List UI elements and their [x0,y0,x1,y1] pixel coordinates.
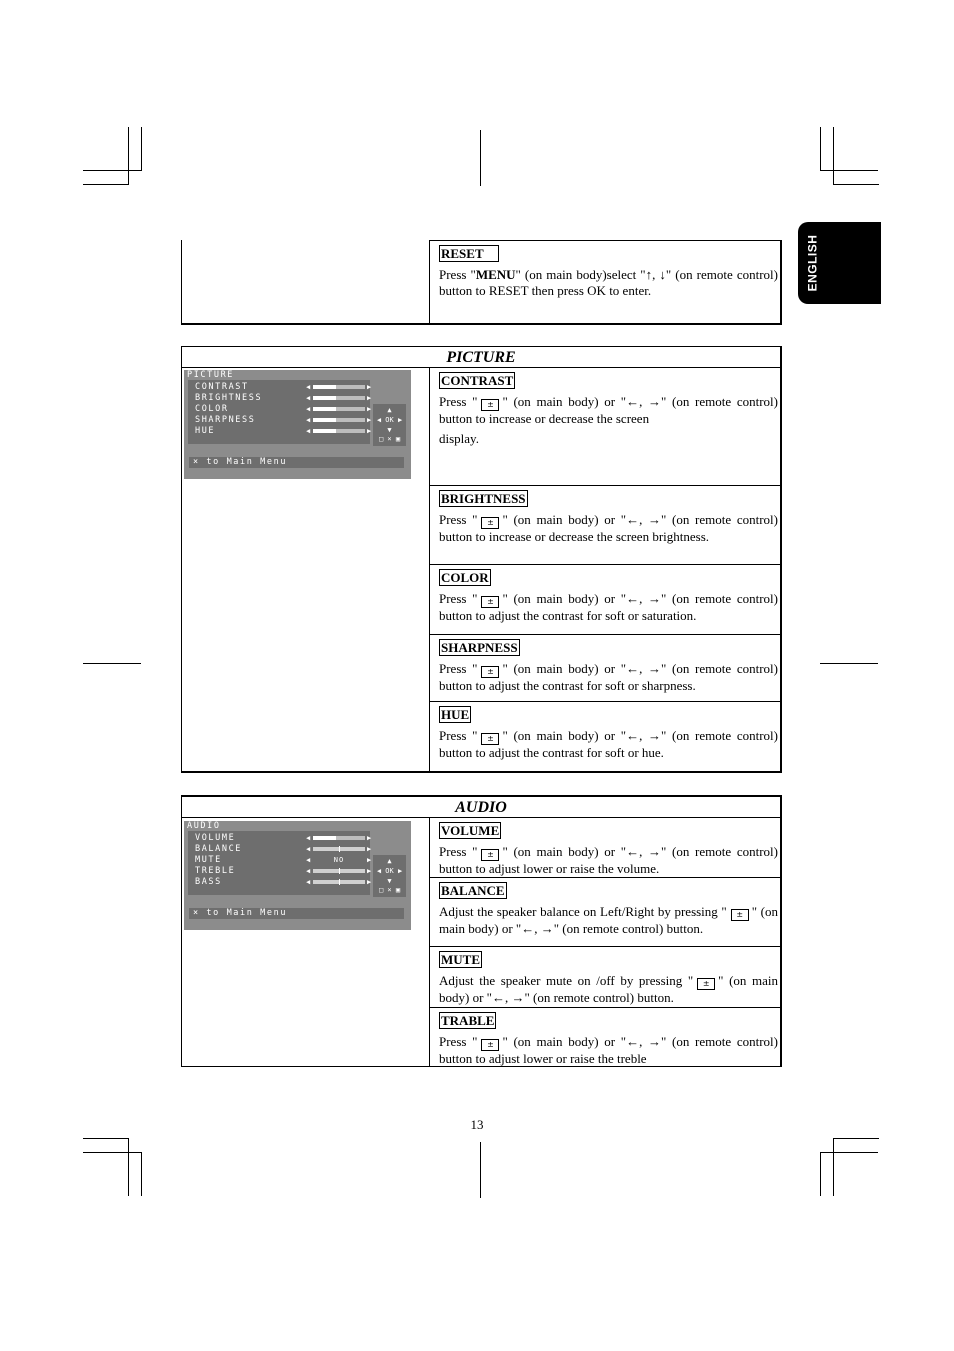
contrast-title: CONTRAST [441,373,514,388]
level-bar [313,385,365,389]
osd-row-label: TREBLE [195,866,236,876]
audio-table [181,795,782,1067]
right-arrow-icon: ▶ [367,867,372,875]
desc-post: " (on main body) or "←, →" (on remote control) button. [439,973,778,1005]
crop-mark [480,1142,481,1198]
crop-mark [83,170,141,171]
reset-cell [429,240,780,323]
right-arrow-icon: ▶ [367,856,372,864]
adjust-button-icon: ± [481,1039,499,1051]
osd-row-brightness [195,393,373,403]
osd-title: AUDIO [187,821,221,831]
right-arrow-icon: ▶ [367,845,372,853]
color-desc [439,591,778,624]
level-bar [313,418,365,422]
osd-row-volume [195,833,373,843]
left-arrow-icon: ◀ [306,416,311,424]
brightness-cell [429,485,780,564]
osd-row-balance [195,844,373,854]
down-arrow-icon: ▼ [387,877,392,885]
crop-mark [83,1152,141,1153]
desc-extra: display. [439,431,479,446]
right-arrow-icon: ▶ [397,416,403,424]
desc-post: " (on main body) or "←, →" (on remote control) button to adjust lower or raise the volume. [439,844,778,876]
color-cell [429,564,780,634]
left-arrow-icon: ◀ [376,416,382,424]
adjust-button-icon: ± [481,399,499,411]
page-number: 13 [470,1117,484,1132]
osd-row-label: BASS [195,877,222,887]
osd-row-label: BALANCE [195,844,243,854]
desc-post: " (on main body) or "←, →" (on remote control) button to increase or decrease the screen brightness. [439,512,778,544]
crop-mark [141,1152,142,1196]
osd-nav-pad [373,404,406,446]
adjust-button-icon: ± [481,596,499,608]
level-bar [313,847,365,851]
sharpness-cell [429,634,780,701]
right-arrow-icon: ▶ [397,867,403,875]
crop-mark [833,1138,834,1196]
sharpness-title: SHARPNESS [441,640,518,655]
mute-desc [439,973,778,1006]
checkbox-icon: ▣ [395,435,401,443]
crop-mark [820,1152,821,1196]
hue-desc [439,728,778,761]
level-bar [313,880,365,884]
brightness-title: BRIGHTNESS [441,491,526,506]
right-arrow-icon: ▶ [367,834,372,842]
crop-mark [820,1152,878,1153]
crop-mark [128,1138,129,1196]
balance-cell [429,877,780,946]
osd-row-treble [195,866,373,876]
square-icon: □ [378,435,384,443]
crop-mark [141,127,142,171]
desc-pre: Press " [439,512,478,527]
hue-title: HUE [441,707,470,722]
adjust-button-icon: ± [481,849,499,861]
volume-title: VOLUME [441,823,500,838]
osd-row-label: SHARPNESS [195,415,256,425]
crop-mark [833,127,834,185]
osd-row-label: HUE [195,426,216,436]
crop-mark [833,1138,879,1139]
left-arrow-icon: ◀ [306,867,311,875]
desc-post: " (on main body) or "←, →" (on remote control) button to adjust the contrast for soft or hue. [439,728,778,760]
osd-title: PICTURE [187,370,235,380]
right-arrow-icon: ▶ [367,394,372,402]
checkbox-icon: ▣ [395,886,401,894]
osd-ok: OK [385,867,394,875]
adjust-button-icon: ± [731,909,749,921]
volume-desc [439,844,778,876]
left-arrow-icon: ◀ [306,845,311,853]
left-arrow-icon: ◀ [306,878,311,886]
osd-footer-label: × to Main Menu [193,457,288,467]
down-arrow-icon: ▼ [387,426,392,434]
close-icon: × [387,435,392,443]
left-arrow-icon: ◀ [306,394,311,402]
reset-desc-bold: MENU [475,267,516,282]
osd-row-mute [195,855,373,865]
up-arrow-icon: ▲ [387,857,392,865]
right-arrow-icon: ▶ [367,878,372,886]
picture-header: PICTURE [182,347,780,368]
square-icon: □ [378,886,384,894]
osd-row-color [195,404,373,414]
reset-desc-pre: Press " [439,267,476,282]
osd-row-bass [195,877,373,887]
desc-pre: Adjust the speaker balance on Left/Right by pressing " [439,904,727,919]
desc-post: " (on main body) or "←, →" (on remote control) button to increase or decrease the screen [439,394,778,426]
desc-pre: Press " [439,591,478,606]
audio-header: AUDIO [182,797,780,818]
mute-cell [429,946,780,1007]
level-bar [313,869,365,873]
osd-row-sharpness [195,415,373,425]
left-arrow-icon: ◀ [306,834,311,842]
desc-pre: Press " [439,728,478,743]
osd-mute-value: NO [333,856,345,864]
osd-row-label: CONTRAST [195,382,249,392]
color-title: COLOR [441,570,489,585]
level-bar [313,836,365,840]
mute-title: MUTE [441,952,480,967]
balance-desc [439,904,778,937]
crop-mark [83,1138,129,1139]
contrast-cell [429,368,780,485]
osd-footer-label: × to Main Menu [193,908,288,918]
osd-row-contrast [195,382,373,392]
picture-table [181,346,782,773]
osd-row-label: BRIGHTNESS [195,393,263,403]
desc-post: " (on main body) or "←, →" (on remote control) button to adjust lower or raise the treble [439,1034,778,1066]
close-icon: × [387,886,392,894]
crop-mark [83,184,129,185]
osd-footer [189,457,404,468]
picture-osd [184,370,411,479]
osd-row-label: VOLUME [195,833,236,843]
desc-pre: Press " [439,844,478,859]
treble-cell [429,1007,780,1066]
osd-panel [188,831,370,895]
audio-osd [184,821,411,930]
desc-pre: Adjust the speaker mute on /off by pressing " [439,973,694,988]
desc-post: " (on main body) or "←, →" (on remote control) button. [439,904,778,936]
crop-mark [820,170,878,171]
desc-post: " (on main body) or "←, →" (on remote control) button to adjust the contrast for soft or sharpness. [439,661,778,693]
left-arrow-icon: ◀ [306,856,311,864]
sharpness-desc [439,661,778,694]
language-tab [798,222,881,304]
brightness-desc [439,512,778,545]
up-arrow-icon: ▲ [387,406,392,414]
osd-row-label: MUTE [195,855,222,865]
right-arrow-icon: ▶ [367,427,372,435]
osd-panel [188,380,370,444]
reset-table [181,240,782,325]
level-bar [313,407,365,411]
desc-pre: Press " [439,661,478,676]
osd-row-label: COLOR [195,404,229,414]
crop-mark [128,127,129,185]
treble-desc [439,1034,778,1066]
adjust-button-icon: ± [481,733,499,745]
osd-row-hue [195,426,373,436]
adjust-button-icon: ± [481,666,499,678]
balance-title: BALANCE [441,883,505,898]
right-arrow-icon: ▶ [367,383,372,391]
desc-pre: Press " [439,1034,478,1049]
reset-desc [439,267,778,299]
crop-mark [820,127,821,171]
osd-nav-pad [373,855,406,897]
crop-mark [820,663,878,664]
right-arrow-icon: ▶ [367,416,372,424]
desc-post: " (on main body) or "←, →" (on remote control) button to adjust the contrast for soft or saturation. [439,591,778,623]
crop-mark [833,184,879,185]
left-arrow-icon: ◀ [306,383,311,391]
reset-title: RESET [439,245,499,262]
left-arrow-icon: ◀ [306,427,311,435]
reset-desc-post: " (on main body)select "↑, ↓" (on remote control) button to RESET then press OK to enter. [439,267,778,298]
osd-footer [189,908,404,919]
left-arrow-icon: ◀ [306,405,311,413]
contrast-desc [439,394,778,447]
desc-pre: Press " [439,394,478,409]
level-bar [313,429,365,433]
crop-mark [480,130,481,186]
treble-title: TRABLE [441,1013,495,1028]
right-arrow-icon: ▶ [367,405,372,413]
level-bar [313,396,365,400]
language-tab-label: ENGLISH [805,234,819,292]
adjust-button-icon: ± [697,978,715,990]
volume-cell [429,818,780,876]
adjust-button-icon: ± [481,517,499,529]
hue-cell [429,701,780,771]
osd-ok: OK [385,416,394,424]
left-arrow-icon: ◀ [376,867,382,875]
crop-mark [83,663,141,664]
